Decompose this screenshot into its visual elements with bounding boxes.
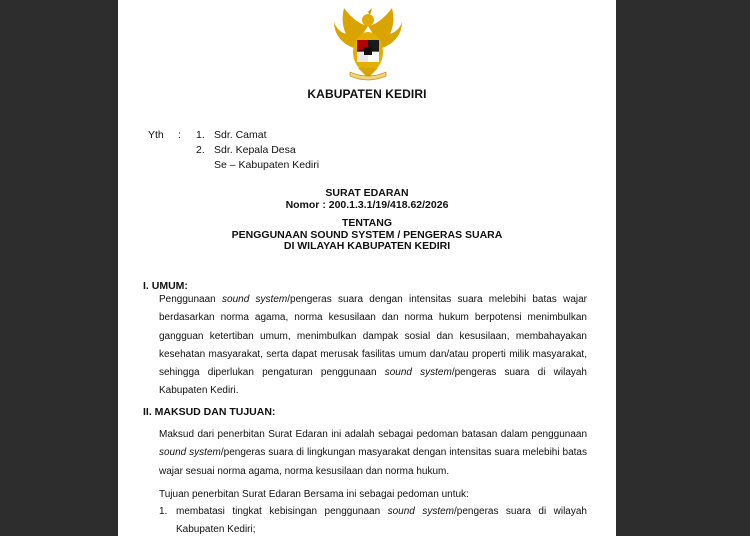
recipient-text: Se – Kabupaten Kediri [214, 159, 320, 171]
regency-title: KABUPATEN KEDIRI [307, 87, 427, 101]
list-text: membatasi tingkat kebisingan penggunaan sound system/pengeras suara di wilayah Kabupaten Kediri; [176, 506, 587, 536]
circular-title: SURAT EDARAN [325, 187, 409, 199]
recipient-label: Yth [148, 129, 164, 141]
viewer-background-left [0, 0, 118, 536]
subject-heading [118, 218, 616, 253]
subject-line: PENGGUNAAN SOUND SYSTEM / PENGERAS SUARA [231, 228, 503, 241]
section-title-purpose: II. MAKSUD DAN TUJUAN: [143, 406, 276, 418]
garuda-emblem [328, 6, 408, 82]
recipient-text: Sdr. Kepala Desa [214, 144, 296, 156]
purpose-paragraph: Maksud dari penerbitan Surat Edaran ini adalah sebagai pedoman batasan dalam penggunaan sound system/pengeras suara di lingkungan masyarakat dengan intensitas suara melebihi batas wajar sesuai norma agama, norma kesusilaan dan norma hukum. [159, 429, 587, 477]
viewer-background-right [616, 0, 750, 536]
circular-heading [118, 188, 616, 211]
recipient-text: Sdr. Camat [214, 129, 267, 141]
subject-line: TENTANG [342, 217, 392, 229]
document-page [118, 0, 616, 536]
recipient-number: 2. [196, 144, 205, 156]
circular-number: Nomor : 200.1.3.1/19/418.62/2026 [285, 198, 449, 211]
list-number: 1. [159, 506, 168, 517]
section-title-general: I. UMUM: [143, 280, 188, 292]
recipient-colon: : [178, 129, 181, 141]
general-paragraph: Penggunaan sound system/pengeras suara dengan intensitas suara melebihi batas wajar berdasarkan norma agama, norma kesusilaan dan norma hukum berpotensi menimbulkan gangguan ketertiban umum, menimbulkan dampak sosial dan kesusilaan, membahayakan kesehatan masyarakat, serta dapat merusak fasilitas umum dan/atau properti milik masyarakat, sehingga diperlukan pengaturan penggunaan sound system/pengeras suara di wilayah Kabupaten Kediri. [159, 294, 587, 397]
subject-line: DI WILAYAH KABUPATEN KEDIRI [283, 240, 451, 252]
objective-intro: Tujuan penerbitan Surat Edaran Bersama ini sebagai pedoman untuk: [159, 489, 469, 500]
recipient-number: 1. [196, 129, 205, 141]
